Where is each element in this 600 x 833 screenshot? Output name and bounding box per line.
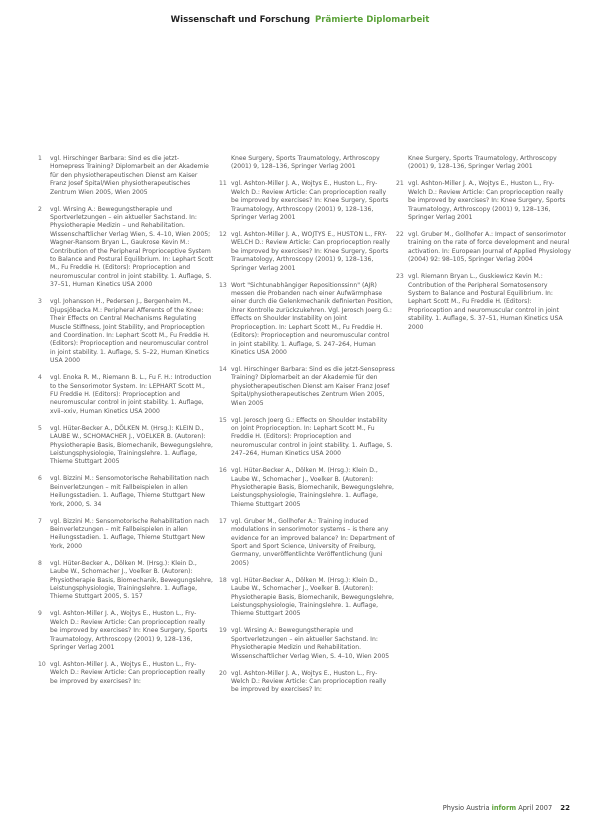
reference-item <box>396 273 572 332</box>
references-column-2 <box>219 155 395 703</box>
reference-number: 3 <box>38 298 42 306</box>
reference-item <box>219 366 395 408</box>
reference-item <box>38 475 214 509</box>
reference-text: vgl. Bizzini M.: Sensomotorische Rehabilitation nach Beinverletzungen – mit Fallbeispielen in allen Heilungsstadien. 1. Auflage, Thieme Stuttgart New York, 2000 <box>50 517 209 550</box>
page-number: 22 <box>560 804 570 812</box>
reference-text: vgl. Ashton-Miller J. A., Wojtys E., Huston L., Fry-Welch D.: Review Article: Can proprioception really be improved by exercises? In: Knee Surgery, Sports Traumatology, Arthroscopy (2001) 9, 128–136, Springer Verlag 2001 <box>50 610 208 652</box>
reference-text: vgl. Enoka R. M., Riemann B. L., Fu F. H.: Introduction to the Sensorimotor System. In: LEPHART Scott M., FU Freddie H. (Editors): Proprioception and neuromuscular control in joint stability. 1. Auflage, xvii–xxiv, Human Kinetics USA 2000 <box>50 374 212 415</box>
section-header <box>0 15 600 25</box>
reference-text: vgl. Hüter-Becker A., Dölken M. (Hrsg.): Klein D., Laube W., Schomacher J., Voelker B. (Autoren): Physiotherapie Basis, Biomechanik, Bewegungslehre, Leistungsphysiologie, Trainingslehre. 1. Auflage, Thieme Stuttgart 2005 <box>231 467 394 508</box>
reference-text: vgl. Ashton-Miller J. A., Wojtys E., Huston L., Fry-Welch D.: Review Article: Can proprioception really be improved by exercises? In: <box>50 661 206 685</box>
reference-item <box>38 518 214 552</box>
reference-number: 8 <box>38 559 42 567</box>
reference-item <box>38 206 214 290</box>
reference-text: Knee Surgery, Sports Traumatology, Arthroscopy (2001) 9, 128–136, Springer Verlag 2001 <box>408 155 557 171</box>
page-footer <box>443 804 570 812</box>
reference-text: vgl. Riemann Bryan L., Guskiewicz Kevin M.: Contribution of the Peripheral Somatosensory System to Balance and Postural Equilibrium. In: Lephart Scott M., Fu Freddie H. (Editors): Proprioception and neuromuscular control in joint stability. 1. Auflage, S. 37–51, Human Kinetics USA 2000 <box>408 273 563 331</box>
reference-text: vgl. Hirschinger Barbara: Sind es die jetzt-Sensopress Training? Diplomarbeit an der Akademie für den physiotherapeutischen Dienst am Kaiser Franz Josef Spital/physiotherapeutisches Zentrum Wien 2005, Wien 2005 <box>231 365 395 407</box>
reference-number: 7 <box>38 517 42 525</box>
reference-text: vgl. Hüter-Becker A., Dölken M. (Hrsg.): Klein D., Laube W., Schomacher J., Voelker B. (Autoren): Physiotherapie Basis, Biomechanik, Bewegungslehre, Leistungsphysiologie, Trainingslehre. 1. Auflage, Thieme Stuttgart 2005 <box>231 576 394 618</box>
reference-number: 10 <box>38 661 46 669</box>
reference-item <box>219 627 395 661</box>
reference-text: vgl. Bizzini M.: Sensomotorische Rehabilitation nach Beinverletzungen – mit Fallbeispielen in allen Heilungsstadien. 1. Auflage, Thieme Stuttgart New York, 2000, S. 34 <box>50 475 209 508</box>
reference-text: vgl. Hirschinger Barbara: Sind es die jetzt- Homepress Training? Diplomarbeit an der Akademie für den physiotherapeutischen Dienst am Kaiser Franz Josef Spital/Wien physiotherapeutisches Zentrum Wien 2005, Wien 2005 <box>50 155 209 196</box>
footer-issue: April 2007 <box>518 804 553 812</box>
reference-number: 23 <box>396 273 404 281</box>
reference-text: vgl. Ashton-Miller J. A., WOJTYS E., HUSTON L., FRY-WELCH D.: Review Article: Can proprioception really be improved by exercises? In: Knee Surgery, Sports Traumatology, Arthroscopy (2001) 9, 128–136, Springer Verlag 2001 <box>231 231 390 272</box>
reference-item <box>219 417 395 459</box>
reference-number: 6 <box>38 475 42 483</box>
reference-number: 11 <box>219 180 227 188</box>
reference-number: 20 <box>219 669 227 677</box>
footer-magazine: inform <box>491 804 517 812</box>
reference-item <box>38 560 214 602</box>
reference-number: 13 <box>219 281 227 289</box>
reference-number: 9 <box>38 610 42 618</box>
reference-item <box>219 467 395 509</box>
footer-brand: Physio Austria <box>442 804 490 812</box>
reference-text: vgl. Johansson H., Pedersen J., Bergenheim M., Djupsjöbacka M.: Peripheral Afferents of the Knee: Their Effects on Central Mechanisms Regulating Muscle Stiffness, Joint Stability, and Proprioception and Coordination. In: Lephart Scott M., Fu Freddie H. (Editors): Proprioception and neuromuscular control in joint stability. 1. Auflage, S. 5–22, Human Kinetics USA 2000 <box>50 298 210 365</box>
reference-item <box>396 180 572 222</box>
reference-item <box>219 282 395 358</box>
reference-text: vgl. Hüter-Becker A., DÖLKEN M. (Hrsg.): KLEIN D., LAUBE W., SCHOMACHER J., VOELKER B. (Autoren): Physiotherapie Basis, Biomechanik, Bewegungslehre, Leistungsphysiologie, Trainingslehre. 1. Auflage, Thieme Stuttgart 2005 <box>50 424 213 466</box>
reference-number <box>219 155 231 172</box>
reference-text: Wort "Sichtunabhängiger Repositionssinn" (AJR) messen die Probanden nach einer Aufwärmphase einer durch die Gelenkmechanik definierten Position, ihrer Kontrolle zurückzukehren. Vgl. Jerosch Joerg G.: Effects on Shoulder Instability on Joint Proprioception. In: Lephart Scott M., Fu Freddie H. (Editors): Proprioception and neuromuscular control in joint stability. 1. Auflage, S. 247–264, Human Kinetics USA 2000 <box>231 281 393 356</box>
reference-text: vgl. Ashton-Miller J. A., Wojtys E., Huston L., Fry-Welch D.: Review Article: Can proprioception really be improved by exercises? In: Knee Surgery, Sports Traumatology, Arthroscopy (2001) 9, 128–136, Springer Verlag 2001 <box>408 180 566 222</box>
references-column-1 <box>38 155 214 695</box>
reference-item <box>38 610 214 652</box>
reference-item <box>38 661 214 686</box>
reference-number: 4 <box>38 374 42 382</box>
reference-text: vgl. Ashton-Miller J. A., Wojtys E., Huston L., Fry-Welch D.: Review Article: Can proprioception really be improved by exercises? In: <box>231 669 387 694</box>
reference-item <box>219 180 395 222</box>
reference-item <box>396 155 572 172</box>
reference-text: vgl. Ashton-Miller J. A., Wojtys E., Huston L., Fry-Welch D.: Review Article: Can proprioception really be improved by exercises? In: Knee Surgery, Sports Traumatology, Arthroscopy (2001) 9, 128–136, Springer Verlag 2001 <box>231 180 389 222</box>
reference-item <box>38 298 214 365</box>
reference-text: vgl. Gruber M., Gollhofer A.: Training induced modulations in sensorimotor systems – is there any evidence for an improved balance? In: Department of Sport and Sport Science, University of Freiburg, Germany, unveröffentlichte Veröffentlichung (Juni 2005) <box>231 517 395 567</box>
reference-number: 22 <box>396 231 404 239</box>
reference-text: vgl. Hüter-Becker A., Dölken M. (Hrsg.): Klein D., Laube W., Schomacher J., Voelker B. (Autoren): Physiotherapie Basis, Biomechanik, Bewegungslehre, Leistungsphysiologie, Trainingslehre. 1. Auflage, Thieme Stuttgart 2005, S. 157 <box>50 559 213 601</box>
reference-number: 2 <box>38 205 42 213</box>
reference-number: 19 <box>219 627 227 635</box>
reference-number: 17 <box>219 517 227 525</box>
reference-item <box>38 374 214 416</box>
reference-item <box>38 155 214 197</box>
reference-item <box>219 670 395 695</box>
reference-item <box>219 518 395 568</box>
section-title: Wissenschaft und Forschung <box>170 15 310 25</box>
reference-text: vgl. Gruber M., Gollhofer A.: Impact of sensorimotor training on the rate of force development and neural activation. In: European Journal of Applied Physiology (2004) 92: 98–105, Springer Verlag 2004 <box>408 231 571 264</box>
reference-text: Knee Surgery, Sports Traumatology, Arthroscopy (2001) 9, 128–136, Springer Verlag 2001 <box>231 155 380 171</box>
reference-number: 5 <box>38 424 42 432</box>
reference-number: 15 <box>219 416 227 424</box>
reference-item <box>219 155 395 172</box>
reference-text: vgl. Jerosch Joerg G.: Effects on Shoulder Instability on Joint Proprioception. In: Lephart Scott M., Fu Freddie H. (Editors): Proprioception and neuromuscular control in joint stability. 1. Auflage, S. 247–264, Human Kinetics USA 2000 <box>231 416 393 458</box>
reference-number: 14 <box>219 365 227 373</box>
reference-text: vgl. Wirsing A.: Bewegungstherapie und Sportverletzungen – ein aktueller Sachstand. In: Physiotherapie Medizin und Rehabilitation. Wissenschaftlicher Verlag Wien, S. 4–10, Wien 2005 <box>231 627 390 660</box>
reference-text: vgl. Wirsing A.: Bewegungstherapie und Sportverletzungen – ein aktueller Sachstand. In: Physiotherapie Medizin – und Rehabilitation. Wissenschaftlicher Verlag Wien, S. 4–10, Wien 2005; Wagner-Ransom Bryan L., Gaukrose Kevin M.: Contribution of the Peripheral Proprioceptive System to Balance and Postural Equilibrium. In: Lephart Scott M., Fu Freddie H. (Editors): Proprioception and neuromuscular control in joint stability. 1. Auflage, S. 37–51, Human Kinetics USA 2000 <box>50 205 214 289</box>
reference-number: 21 <box>396 180 404 188</box>
reference-number: 12 <box>219 231 227 239</box>
reference-item <box>396 231 572 265</box>
reference-number: 1 <box>38 155 42 162</box>
reference-number <box>396 155 408 172</box>
section-subtitle: Prämierte Diplomarbeit <box>314 15 430 25</box>
reference-item <box>219 231 395 273</box>
references-column-3 <box>396 155 572 341</box>
reference-number: 16 <box>219 467 227 475</box>
reference-item <box>219 577 395 619</box>
reference-number: 18 <box>219 576 227 584</box>
reference-item <box>38 425 214 467</box>
